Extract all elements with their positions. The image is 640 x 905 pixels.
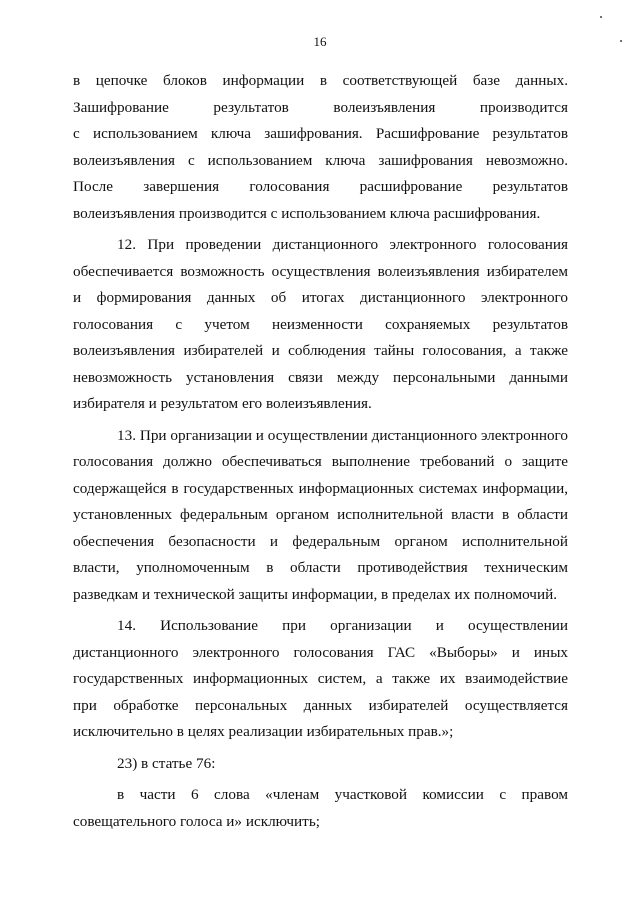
page-number: 16 (313, 34, 327, 49)
text-line: в части 6 слова «членам участковой комиссии с правом (117, 786, 568, 803)
text-line: волеизъявления с использованием ключа зашифрования невозможно. (73, 151, 568, 169)
text-line: голосования должно обеспечиваться выполнение требований о защите (73, 453, 568, 470)
paragraph (73, 782, 568, 835)
text-line: государственных информационных систем, а также их взаимодействие (73, 670, 568, 687)
text-line: 23) в статье 76: (117, 754, 216, 772)
text-line: с использованием ключа зашифрования. Расшифрование результатов (73, 125, 568, 142)
document-body (73, 68, 568, 835)
text-line: обеспечения безопасности и федеральным органом исполнительной (73, 532, 568, 550)
paragraph (73, 232, 568, 418)
scan-speck (600, 16, 602, 18)
text-line: установленных федеральным органом исполнительной власти в области (73, 506, 568, 523)
paragraph (73, 423, 568, 609)
text-line: совещательного голоса и» исключить; (73, 812, 320, 830)
text-line: волеизъявления избирателей и соблюдения тайны голосования, а также (73, 342, 568, 359)
text-line: 12. При проведении дистанционного электронного голосования (117, 236, 568, 253)
text-line: избирателя и результатом его волеизъявления. (73, 395, 372, 412)
text-line: После завершения голосования расшифрование результатов (73, 178, 568, 195)
text-line: дистанционного электронного голосования ГАС «Выборы» и иных (73, 643, 568, 661)
text-line: разведкам и технической защиты информации, в пределах их полномочий. (73, 585, 557, 603)
scan-speck (620, 40, 622, 42)
text-line: голосования с учетом неизменности сохраняемых результатов (73, 315, 568, 333)
text-line: при обработке персональных данных избирателей осуществляется (73, 696, 568, 714)
text-line: Зашифрование результатов волеизъявления производится (73, 98, 568, 116)
text-line: власти, уполномоченным в области противодействия техническим (73, 559, 568, 576)
text-line: в цепочке блоков информации в соответствующей базе данных. (73, 72, 568, 89)
paragraph (73, 68, 568, 227)
text-line: обеспечивается возможность осуществления волеизъявления избирателем (73, 262, 568, 280)
text-line: невозможность установления связи между персональными данными (73, 368, 568, 386)
text-line: и формирования данных об итогах дистанционного электронного (73, 289, 568, 306)
paragraph (73, 751, 568, 778)
paragraph (73, 613, 568, 746)
text-line: 13. При организации и осуществлении дистанционного электронного (117, 426, 568, 444)
text-line: содержащейся в государственных информационных системах информации, (73, 479, 568, 497)
text-line: волеизъявления производится с использованием ключа расшифрования. (73, 204, 541, 222)
text-line: исключительно в целях реализации избирательных прав.»; (73, 723, 454, 740)
text-line: 14. Использование при организации и осуществлении (117, 617, 568, 634)
